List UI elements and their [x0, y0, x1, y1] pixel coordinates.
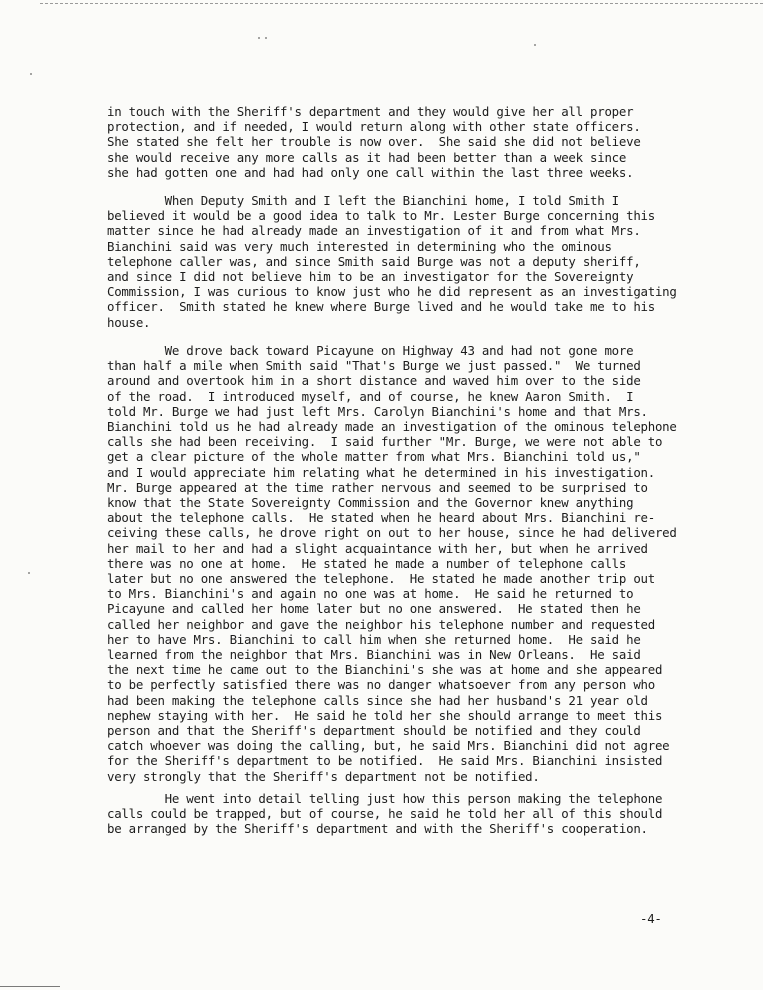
paragraph: He went into detail telling just how this person making the telephone calls could be trapped, but of course, he said he told her all of this should be arranged by the Sheriff's department and with the Sheriff's cooperation. — [107, 791, 663, 837]
scan-speck — [265, 37, 267, 39]
bottom-edge-rule — [0, 986, 60, 987]
paragraph: in touch with the Sheriff's department and they would give her all proper protection, and if needed, I would return along with other state officers. She stated she felt her trouble is now over. She said she did not believe she would receive any more calls as it had been better than a week since she had gotten one and had had only one call within the last three weeks. — [107, 104, 641, 180]
scan-speck — [534, 44, 536, 46]
page-number: -4- — [640, 911, 662, 926]
scan-speck — [30, 73, 32, 75]
paragraph: We drove back toward Picayune on Highway 43 and had not gone more than half a mile when Smith said "That's Burge we just passed." We turned around and overtook him in a short distance and waved him over to the side of the road. I introduced myself, and of course, he knew Aaron Smith. I told Mr. Burge we had just left Mrs. Carolyn Bianchini's home and that Mrs. Bianchini told us he had already made an investigation of the ominous telephone calls she had been receiving. I said further "Mr. Burge, we were not able to get a clear picture of the whole matter from what Mrs. Bianchini told us," and I would appreciate him relating what he determined in his investigation. Mr. Burge appeared at the time rather nervous and seemed to be surprised to know that the State Sovereignty Commission and the Governor knew anything about the telephone calls. He stated when he heard about Mrs. Bianchini re- ceiving these calls, he drove right on out to her house, since he had delivered her mail to her and had a slight acquaintance with her, but when he arrived there was no one at home. He stated he made a number of telephone calls later but no one answered the telephone. He stated he made another trip out to Mrs. Bianchini's and again no one was at home. He said he returned to Picayune and called her home later but no one answered. He stated then he called her neighbor and gave the neighbor his telephone number and requested her to have Mrs. Bianchini to call him when she returned home. He said he learned from the neighbor that Mrs. Bianchini was in New Orleans. He said the next time he came out to the Bianchini's she was at home and she appeared to be perfectly satisfied there was no danger whatsoever from any person who had been making the telephone calls since she had her husband's 21 year old nephew staying with her. He said he told her she should arrange to meet this person and that the Sheriff's department should be notified and they could catch whoever was doing the calling, but, he said Mrs. Bianchini did not agree for the Sheriff's department to be notified. He said Mrs. Bianchini insisted very strongly that the Sheriff's department not be notified. — [107, 343, 677, 784]
top-edge-rule — [40, 3, 763, 4]
scan-speck — [258, 37, 260, 39]
paragraph: When Deputy Smith and I left the Bianchini home, I told Smith I believed it would be a good idea to talk to Mr. Lester Burge concerning this matter since he had already made an investigation of it and from what Mrs. Bianchini said was very much interested in determining who the ominous telephone caller was, and since Smith said Burge was not a deputy sheriff, and since I did not believe him to be an investigator for the Sovereignty Commission, I was curious to know just who he did represent as an investigating officer. Smith stated he knew where Burge lived and he would take me to his house. — [107, 193, 677, 330]
scan-speck — [28, 572, 30, 574]
